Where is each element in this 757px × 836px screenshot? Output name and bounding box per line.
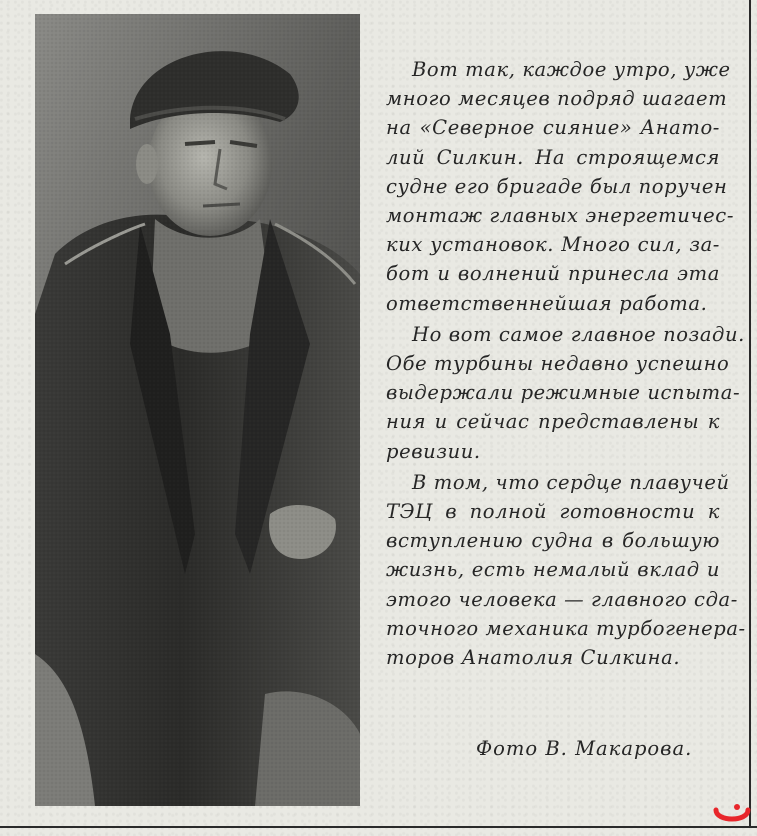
- text-line: Но вот самое главное позади.: [412, 322, 745, 346]
- frame-border-right: [749, 0, 751, 828]
- text-line: ответственнейшая работа.: [386, 291, 708, 315]
- text-line: Обе турбины недавно успешно: [386, 352, 730, 376]
- text-line: В том, что сердце плавучей: [412, 470, 730, 494]
- text-line: ния и сейчас представлены к: [386, 410, 720, 434]
- text-line: ревизии.: [386, 439, 481, 463]
- text-line: торов Анатолия Силкина.: [386, 646, 681, 670]
- portrait-illustration: [35, 14, 360, 806]
- paragraph-3: [386, 468, 746, 672]
- photo-credit: Фото В. Макарова.: [476, 737, 693, 760]
- text-line: ТЭЦ в полной готовности к: [386, 500, 720, 524]
- frame-border-bottom: [0, 826, 757, 828]
- text-line: на «Северное сияние» Анато-: [386, 116, 720, 140]
- text-line: ких установок. Много сил, за-: [386, 233, 720, 257]
- text-line: лий Силкин. На строящемся: [386, 145, 720, 169]
- text-line: Вот так, каждое утро, уже: [412, 58, 731, 81]
- smiley-logo-icon: [712, 798, 752, 828]
- text-line: монтаж главных энергетичес-: [386, 204, 735, 228]
- paragraph-1: [386, 55, 735, 318]
- text-line: выдержали режимные испыта-: [386, 381, 741, 405]
- text-line: точного механика турбогенера-: [386, 616, 746, 640]
- portrait-photo: [35, 14, 360, 806]
- text-line: судне его бригаде был поручен: [386, 174, 728, 198]
- text-line: жизнь, есть немалый вклад и: [386, 558, 720, 582]
- paragraph-2: [386, 320, 745, 466]
- text-line: вступлению судна в большую: [386, 529, 720, 553]
- text-line: бот и волнений принесла эта: [386, 262, 720, 286]
- article-text: [386, 55, 746, 674]
- text-line: этого человека — главного сда-: [386, 587, 738, 611]
- text-line: много месяцев подряд шагает: [386, 87, 728, 111]
